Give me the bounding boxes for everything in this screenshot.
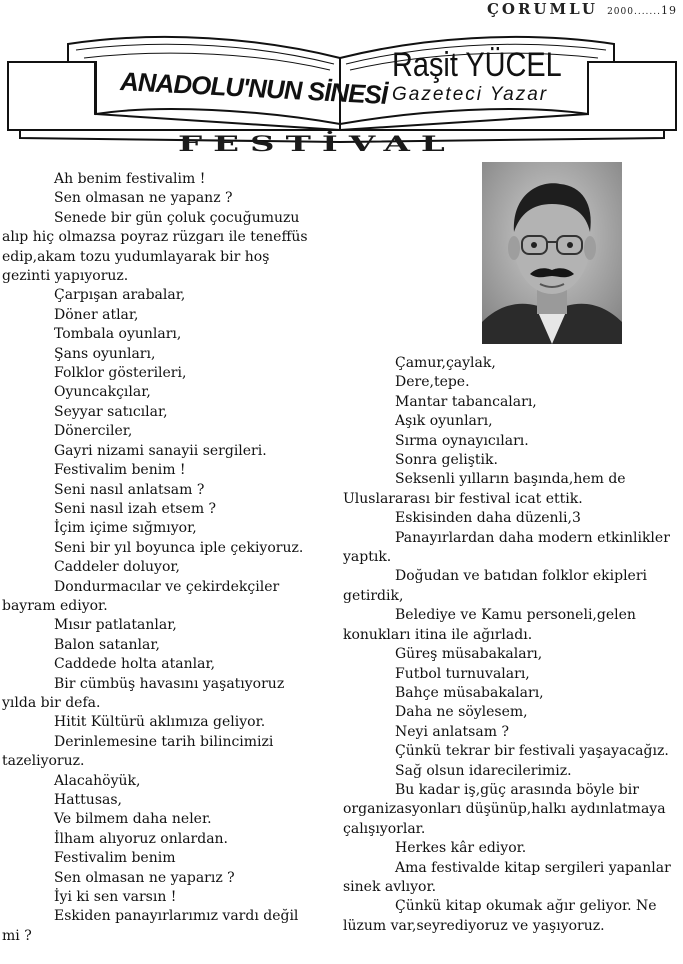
paragraph: Aşık oyunları, — [395, 413, 493, 430]
paragraph: Derinlemesine tarih bilincimizi tazeliyoruz. — [2, 733, 274, 770]
paragraph: Çamur,çaylak, — [395, 355, 496, 371]
paragraph: Dondurmacılar ve çekirdekçiler bayram ediyor. — [2, 578, 280, 614]
paragraph: Festivalim benim ! — [54, 462, 186, 479]
paragraph: Ah benim festivalim ! — [54, 171, 206, 187]
page-number: 19 — [661, 4, 677, 17]
paragraph: İyi ki sen varsın ! — [54, 889, 177, 906]
paragraph: Sen olmasan ne yapanz ? — [54, 190, 233, 207]
author-role: Gazeteci Yazar — [392, 84, 549, 105]
paragraph: Sırma oynayıcıları. — [395, 432, 529, 449]
paragraph: Bu kadar iş,güç arasında böyle bir organizasyonları düşünüp,halkı aydınlatmaya çalışıyorlar. — [343, 781, 666, 837]
newspaper-header — [487, 0, 677, 18]
paragraph: Sağ olsun idarecilerimiz. — [395, 762, 572, 779]
article-column-left — [2, 170, 308, 946]
paragraph: Çünkü kitap okumak ağır geliyor. Ne lüzum var,seyrediyoruz ve yaşıyoruz. — [343, 898, 657, 934]
paragraph: İçim içime sığmıyor, — [54, 520, 197, 537]
issue-date: 2000....... — [607, 7, 661, 17]
paragraph: Neyi anlatsam ? — [395, 723, 509, 740]
paragraph: Panayırlardan daha modern etkinlikler yaptık. — [343, 529, 670, 566]
paragraph: Hitit Kültürü aklımıza geliyor. — [54, 714, 266, 731]
paragraph: Seni bir yıl boyunca iple çekiyoruz. — [54, 539, 304, 556]
author-photo — [482, 162, 622, 344]
column-banner — [0, 18, 683, 148]
paragraph: Şans oyunları, — [54, 345, 156, 362]
paragraph: Döner atlar, — [54, 306, 139, 323]
paragraph: Seni nasıl izah etsem ? — [54, 500, 217, 517]
article-title: FESTİVAL — [178, 132, 456, 157]
paragraph: Ve bilmem daha neler. — [54, 811, 212, 828]
paragraph: Çarpışan arabalar, — [54, 287, 186, 304]
author-portrait-icon — [482, 162, 622, 344]
paragraph: Eskiden panayırlarımız vardı değil mi ? — [2, 908, 299, 944]
paragraph: Folklor gösterileri, — [54, 365, 187, 382]
paragraph: Tombala oyunları, — [54, 326, 182, 343]
paragraph: Senede bir gün çoluk çocuğumuzu alıp hiç olmazsa poyraz rüzgarı ile teneffüs edip,akam tozu yudumlayarak bir hoş gezinti yapıyoruz. — [2, 209, 308, 285]
paragraph: Çünkü tekrar bir festivali yaşayacağız. — [395, 743, 669, 760]
paragraph: Dönerciler, — [54, 423, 133, 440]
author-name: Raşit YÜCEL — [392, 46, 562, 84]
paragraph: Balon satanlar, — [54, 636, 160, 653]
paragraph: Sen olmasan ne yaparız ? — [54, 869, 235, 886]
column-title: ANADOLU'NUN SİNESİ — [120, 66, 387, 110]
paragraph: Hattusas, — [54, 792, 122, 808]
paragraph: Mısır patlatanlar, — [54, 617, 177, 634]
paragraph: Güreş müsabakaları, — [395, 646, 543, 663]
paragraph: Doğudan ve batıdan folklor ekipleri getirdik, — [343, 568, 647, 604]
paragraph: İlham alıyoruz onlardan. — [54, 830, 229, 847]
paragraph: Daha ne söylesem, — [395, 704, 528, 721]
paragraph: Bir cümbüş havasını yaşatıyoruz yılda bir defa. — [2, 675, 285, 711]
paragraph: Oyuncakçılar, — [54, 384, 151, 401]
paragraph: Caddeler doluyor, — [54, 559, 180, 576]
paragraph: Dere,tepe. — [395, 374, 470, 391]
paragraph: Bahçe müsabakaları, — [395, 684, 544, 701]
paragraph: Herkes kâr ediyor. — [395, 840, 527, 857]
paragraph: Ama festivalde kitap sergileri yapanlar sinek avlıyor. — [343, 859, 671, 895]
paragraph: Caddede holta atanlar, — [54, 656, 216, 673]
newspaper-name: ÇORUMLU — [486, 0, 598, 18]
paragraph: Futbol turnuvaları, — [395, 665, 530, 682]
paragraph: Mantar tabancaları, — [395, 393, 537, 410]
paragraph: Seksenli yılların başında,hem de — [395, 471, 626, 488]
paragraph: Alacahöyük, — [54, 772, 141, 789]
paragraph: Seyyar satıcılar, — [54, 403, 168, 420]
paragraph: Eskisinden daha düzenli,3 — [395, 510, 581, 527]
article-column-right — [343, 354, 675, 936]
paragraph: Festivalim benim — [54, 850, 176, 867]
paragraph: Sonra geliştik. — [395, 452, 498, 469]
paragraph: Belediye ve Kamu personeli,gelen konukları itina ile ağırladı. — [343, 607, 636, 643]
paragraph: Seni nasıl anlatsam ? — [54, 481, 205, 498]
paragraph: Uluslararası bir festival icat ettik. — [343, 490, 583, 507]
paragraph: Gayri nizami sanayii sergileri. — [54, 442, 267, 459]
